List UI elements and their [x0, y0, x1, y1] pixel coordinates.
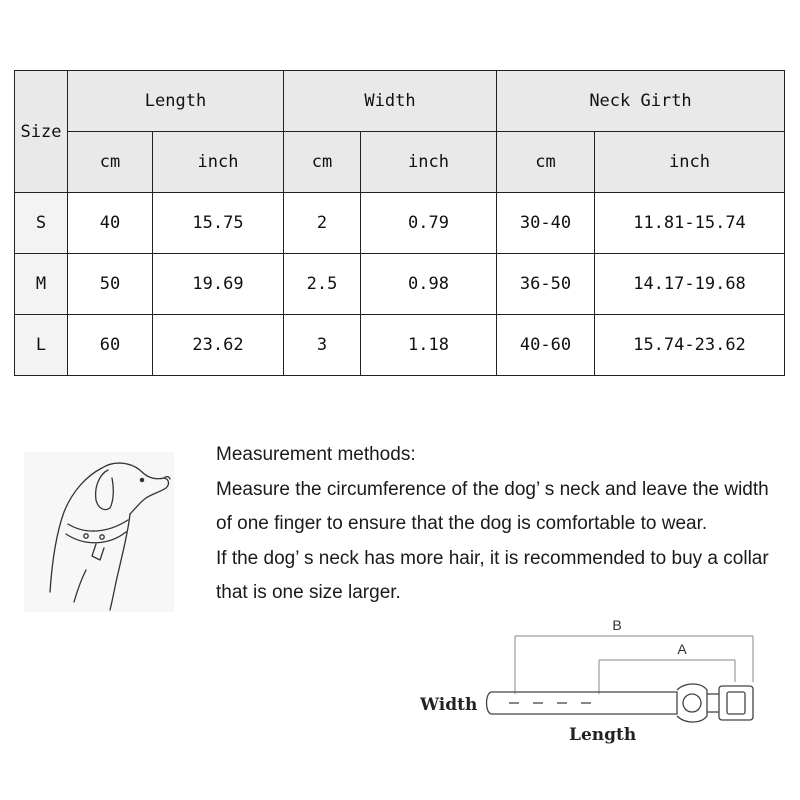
unit-header: inch [361, 132, 497, 193]
length-inch-cell: 23.62 [153, 315, 284, 376]
width-inch-cell: 0.79 [361, 193, 497, 254]
dimension-label-a: A [677, 641, 687, 657]
size-cell: S [15, 193, 68, 254]
unit-header: cm [68, 132, 153, 193]
length-label: Length [569, 725, 637, 745]
unit-header: inch [595, 132, 785, 193]
dimension-label-b: B [612, 617, 622, 633]
neck-cm-cell: 40-60 [497, 315, 595, 376]
unit-header: cm [284, 132, 361, 193]
neck-inch-cell: 11.81-15.74 [595, 193, 785, 254]
collar-diagram [415, 612, 775, 752]
size-column-header: Size [15, 71, 68, 193]
width-label: Width [420, 695, 478, 715]
neck-inch-cell: 15.74-23.62 [595, 315, 785, 376]
length-cm-cell: 60 [68, 315, 153, 376]
unit-header: inch [153, 132, 284, 193]
width-inch-cell: 1.18 [361, 315, 497, 376]
size-cell: M [15, 254, 68, 315]
width-group-header: Width [284, 71, 497, 132]
table-header-row [15, 71, 785, 132]
size-chart-table [14, 70, 785, 376]
table-row [15, 315, 785, 376]
width-cm-cell: 2 [284, 193, 361, 254]
width-cm-cell: 3 [284, 315, 361, 376]
width-cm-cell: 2.5 [284, 254, 361, 315]
width-inch-cell: 0.98 [361, 254, 497, 315]
size-cell: L [15, 315, 68, 376]
methods-paragraph-2: If the dog’ s neck has more hair, it is recommended to buy a collar that is one size larger. [216, 547, 769, 603]
length-group-header: Length [68, 71, 284, 132]
length-inch-cell: 15.75 [153, 193, 284, 254]
neck-girth-group-header: Neck Girth [497, 71, 785, 132]
measurement-instructions [216, 438, 776, 611]
table-unit-row [15, 132, 785, 193]
neck-cm-cell: 36-50 [497, 254, 595, 315]
methods-heading: Measurement methods: [216, 444, 416, 465]
length-cm-cell: 40 [68, 193, 153, 254]
dog-collar-illustration [24, 452, 174, 612]
unit-header: cm [497, 132, 595, 193]
neck-inch-cell: 14.17-19.68 [595, 254, 785, 315]
table-row [15, 193, 785, 254]
methods-paragraph-1: Measure the circumference of the dog’ s neck and leave the width of one finger to ensure that the dog is comfortable to wear. [216, 478, 769, 534]
neck-cm-cell: 30-40 [497, 193, 595, 254]
length-cm-cell: 50 [68, 254, 153, 315]
table-row [15, 254, 785, 315]
length-inch-cell: 19.69 [153, 254, 284, 315]
